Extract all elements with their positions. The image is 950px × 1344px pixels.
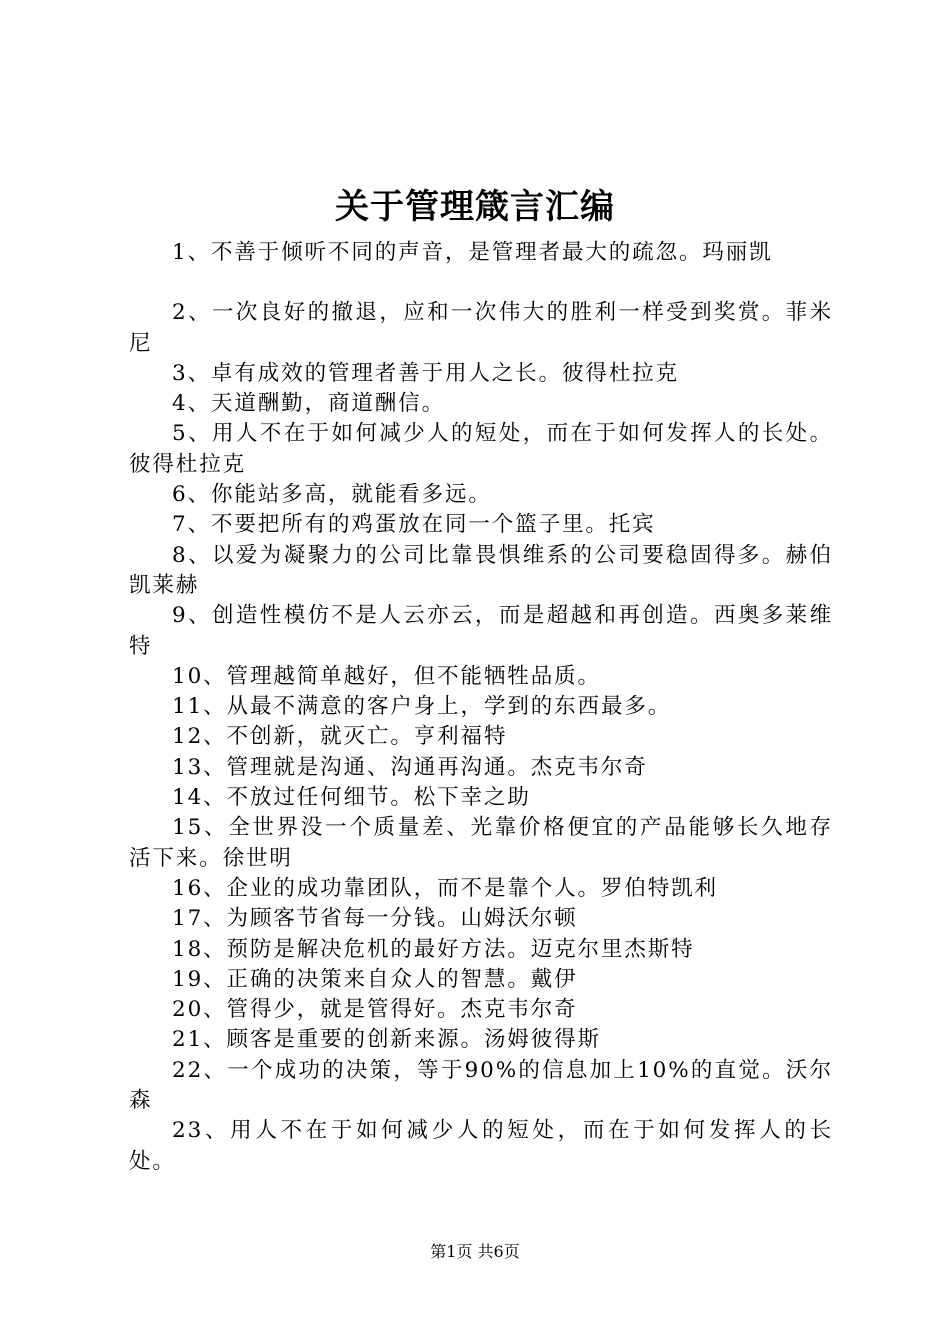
paragraph-7: 7、不要把所有的鸡蛋放在同一个篮子里。托宾 (172, 512, 656, 538)
paragraph-10: 10、管理越简单越好，但不能牺牲品质。 (172, 663, 601, 689)
document-title: 关于管理箴言汇编 (335, 187, 615, 227)
paragraph-15: 15、全世界没一个质量差、光靠价格便宜的产品能够长久地存活下来。徐世明 (129, 815, 833, 871)
paragraph-14: 14、不放过任何细节。松下幸之助 (172, 785, 531, 811)
document-body (129, 238, 833, 1177)
paragraph-2: 2、一次良好的撤退，应和一次伟大的胜利一样受到奖赏。菲米尼 (129, 300, 833, 356)
paragraph-6: 6、你能站多高，就能看多远。 (172, 482, 492, 508)
paragraph-21: 21、顾客是重要的创新来源。汤姆彼得斯 (172, 1027, 601, 1053)
paragraph-16: 16、企业的成功靠团队，而不是靠个人。罗伯特凯利 (172, 875, 718, 901)
paragraph-3: 3、卓有成效的管理者善于用人之长。彼得杜拉克 (172, 360, 679, 386)
paragraph-4: 4、天道酬勤，商道酬信。 (172, 391, 445, 417)
paragraph-11: 11、从最不满意的客户身上，学到的东西最多。 (172, 694, 672, 720)
paragraph-20: 20、管得少，就是管得好。杰克韦尔奇 (172, 997, 578, 1023)
paragraph-23: 23、用人不在于如何减少人的短处，而在于如何发挥人的长处。 (129, 1118, 833, 1174)
paragraph-22: 22、一个成功的决策，等于90%的信息加上10%的直觉。沃尔森 (129, 1057, 833, 1114)
page-footer: 第1页 共6页 (430, 1242, 520, 1261)
paragraph-13: 13、管理就是沟通、沟通再沟通。杰克韦尔奇 (172, 754, 648, 780)
paragraph-9: 9、创造性模仿不是人云亦云，而是超越和再创造。西奥多莱维特 (129, 603, 833, 659)
paragraph-8: 8、以爱为凝聚力的公司比靠畏惧维系的公司要稳固得多。赫伯凯莱赫 (129, 542, 833, 598)
paragraph-17: 17、为顾客节省每一分钱。山姆沃尔顿 (172, 906, 578, 932)
paragraph-18: 18、预防是解决危机的最好方法。迈克尔里杰斯特 (172, 936, 695, 962)
paragraph-1: 1、不善于倾听不同的声音，是管理者最大的疏忽。玛丽凯 (172, 240, 773, 265)
paragraph-19: 19、正确的决策来自众人的智慧。戴伊 (172, 966, 578, 992)
paragraph-12: 12、不创新，就灭亡。亨利福特 (172, 724, 508, 750)
paragraph-5: 5、用人不在于如何减少人的短处，而在于如何发挥人的长处。彼得杜拉克 (129, 421, 833, 477)
